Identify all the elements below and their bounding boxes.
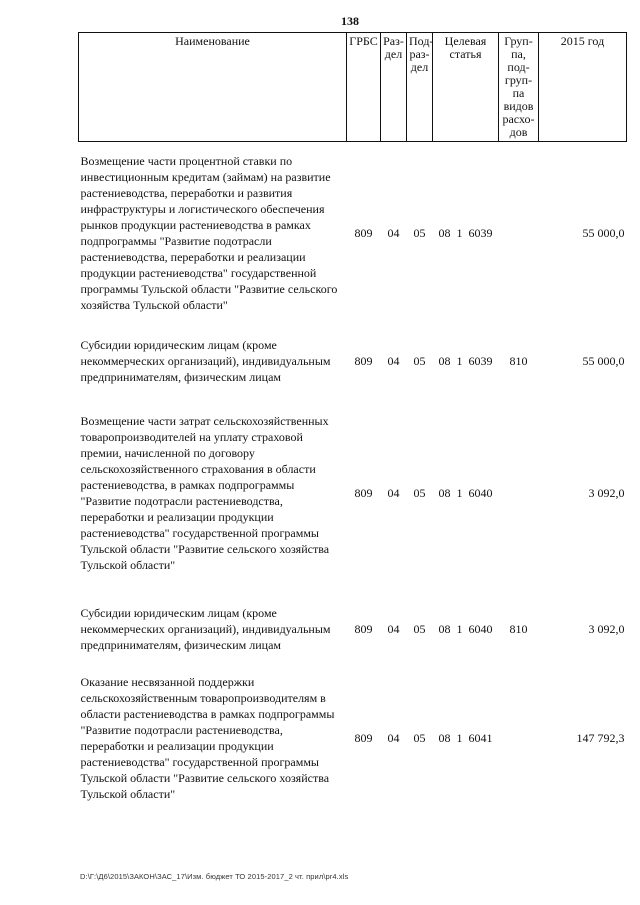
header-row — [79, 33, 627, 142]
row-podrazdel: 05 — [413, 621, 426, 636]
row-name: Оказание несвязанной поддержки сельскохозяйственным товаропроизводителям в области растениеводства в рамках подпрограммы "Развитие подотрасли растениеводства, переработки и реализации продукции растениеводства" государственной программы Тульской области "Развитие сельского хозяйства Тульской области" — [80, 674, 335, 801]
file-path-footer: D:\Г:\Д6\2015\ЗАКОН\ЗАС_17\Изм. бюджет ТО 2015-2017_2 чт. прил\pr4.xls — [80, 872, 349, 881]
page-number: 138 — [341, 14, 359, 28]
header-group: Груп-па, под-груп-па видов расхо-дов — [499, 33, 539, 142]
row-razdel: 04 — [387, 485, 400, 500]
row-grbs: 809 — [354, 225, 373, 240]
target-part-1: 08 — [438, 621, 451, 636]
row-target — [433, 670, 499, 806]
row-target — [433, 398, 499, 588]
target-part-3: 6040 — [468, 621, 493, 636]
target-part-1: 08 — [438, 730, 451, 745]
header-target: Целевая статья — [433, 33, 499, 142]
row-group — [499, 670, 539, 806]
target-part-1: 08 — [438, 353, 451, 368]
budget-table — [78, 32, 627, 806]
target-part-2: 1 — [456, 621, 463, 636]
row-razdel: 04 — [387, 225, 400, 240]
row-target — [433, 324, 499, 398]
target-part-3: 6039 — [468, 353, 493, 368]
row-razdel: 04 — [387, 621, 400, 636]
target-part-2: 1 — [456, 485, 463, 500]
table-row — [79, 670, 627, 806]
header-razdel: Раз-дел — [381, 33, 407, 142]
row-amount: 3 092,0 — [588, 485, 625, 500]
table-row — [79, 324, 627, 398]
header-podrazdel: Под-раз-дел — [407, 33, 433, 142]
row-name: Возмещение части затрат сельскохозяйственных товаропроизводителей на уплату страховой премии, начисленной по договору сельскохозяйственного страхования в области растениеводства, в рамках подпрограммы "Развитие подотрасли растениеводства, переработки и реализации продукции растениеводства" государственной программы Тульской области "Развитие сельского хозяйства Тульской области" — [80, 413, 330, 572]
row-group — [499, 398, 539, 588]
row-amount: 3 092,0 — [588, 621, 625, 636]
row-amount: 55 000,0 — [582, 353, 625, 368]
row-amount: 147 792,3 — [576, 730, 625, 745]
row-podrazdel: 05 — [413, 485, 426, 500]
row-group: 810 — [509, 353, 528, 368]
table-row — [79, 398, 627, 588]
target-part-1: 08 — [438, 485, 451, 500]
header-grbs: ГРБС — [347, 33, 381, 142]
row-name: Субсидии юридическим лицам (кроме некоммерческих организаций), индивидуальным предпринимателям, физическим лицам — [80, 337, 331, 384]
row-name: Возмещение части процентной ставки по инвестиционным кредитам (займам) на развитие растениеводства, переработки и развития инфраструктуры и логистического обеспечения рынков продукции растениеводства в рамках подпрограммы "Развитие подотрасли растениеводства, переработки и реализации продукции растениеводства" государственной программы Тульской области "Развитие сельского хозяйства Тульской области" — [80, 153, 338, 312]
row-podrazdel: 05 — [413, 353, 426, 368]
target-part-3: 6040 — [468, 485, 493, 500]
row-razdel: 04 — [387, 353, 400, 368]
row-podrazdel: 05 — [413, 225, 426, 240]
target-part-2: 1 — [456, 353, 463, 368]
target-part-2: 1 — [456, 225, 463, 240]
table-row — [79, 588, 627, 670]
row-target — [433, 142, 499, 324]
target-part-3: 6041 — [468, 730, 493, 745]
header-year: 2015 год — [539, 33, 627, 142]
target-part-2: 1 — [456, 730, 463, 745]
row-target — [433, 588, 499, 670]
row-podrazdel: 05 — [413, 730, 426, 745]
row-grbs: 809 — [354, 730, 373, 745]
row-group — [499, 142, 539, 324]
row-name: Субсидии юридическим лицам (кроме некоммерческих организаций), индивидуальным предпринимателям, физическим лицам — [80, 605, 331, 652]
target-part-1: 08 — [438, 225, 451, 240]
target-part-3: 6039 — [468, 225, 493, 240]
row-grbs: 809 — [354, 621, 373, 636]
row-grbs: 809 — [354, 485, 373, 500]
row-grbs: 809 — [354, 353, 373, 368]
row-amount: 55 000,0 — [582, 225, 625, 240]
table-row — [79, 142, 627, 324]
header-name: Наименование — [79, 33, 347, 142]
row-group: 810 — [509, 621, 528, 636]
row-razdel: 04 — [387, 730, 400, 745]
